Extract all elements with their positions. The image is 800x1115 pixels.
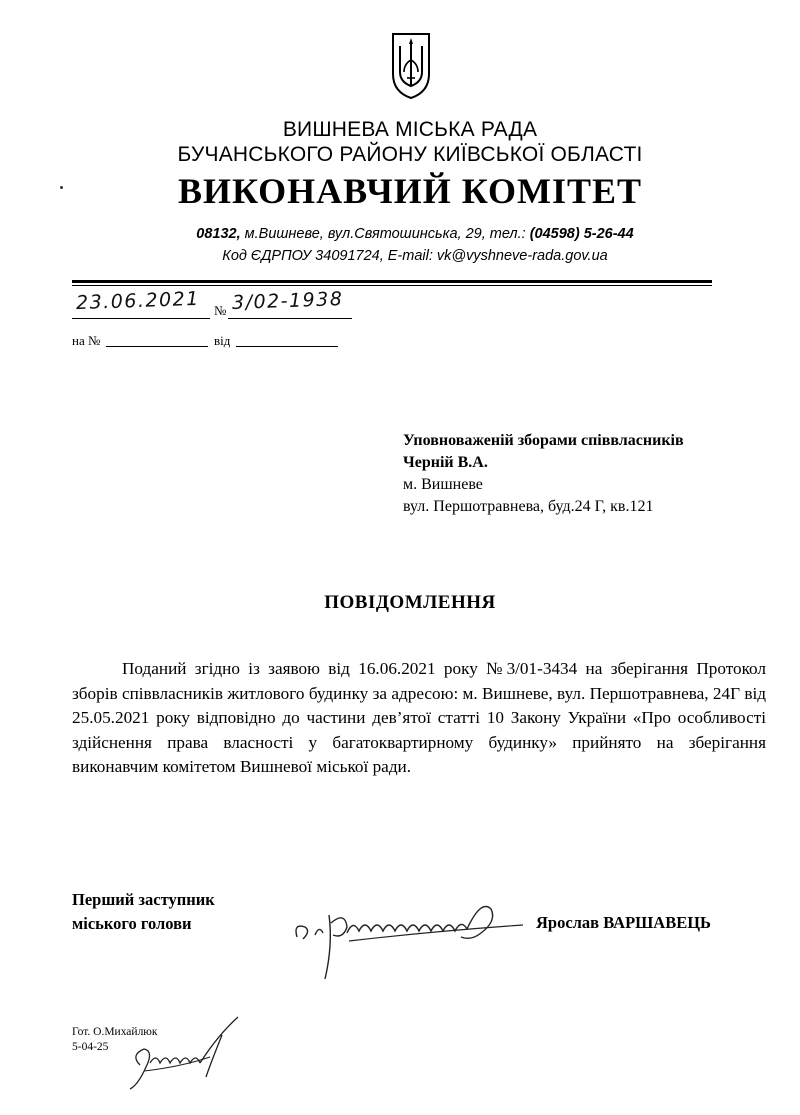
prepared-by-phone: 5-04-25: [72, 1041, 109, 1053]
signatory-name: Ярослав ВАРШАВЕЦЬ: [536, 913, 711, 932]
postal-index: 08132,: [196, 226, 241, 242]
org-name-line2: БУЧАНСЬКОГО РАЙОНУ КИЇВСЬКОЇ ОБЛАСТІ: [177, 143, 643, 166]
notice-body: Поданий згідно із заявою від 16.06.2021 року №3/01-3434 на зберігання Протокол зборів співвласників житлового будинку за адресою: м. Вишневе, вул. Першотравнева, 24Г від 25.05.2021 року відповідно до частини дев’ятої статті 10 Закону України «Про особливості здійснення права власності у багатоквартирному будинку» прийнято на зберігання виконавчим комітетом Вишневої міської ради.: [72, 659, 766, 776]
phone-number: (04598) 5-26-44: [529, 226, 634, 242]
recipient-name: Черній В.А.: [403, 454, 488, 471]
reply-to-label: на №: [72, 333, 101, 348]
handwritten-outgoing-number: 3/02-1938: [231, 288, 344, 314]
signatory-position-line2: міського голови: [72, 914, 192, 933]
reply-date-blank: [236, 346, 338, 347]
reply-number-blank: [106, 346, 208, 347]
number-sign: №: [214, 303, 227, 318]
recipient-street: вул. Першотравнева, буд.24 Г, кв.121: [403, 498, 654, 515]
trident-emblem-icon: [390, 30, 432, 100]
handwritten-signature: [285, 875, 535, 985]
handwritten-date: 23.06.2021: [75, 287, 201, 315]
header-divider-thin: [72, 285, 712, 286]
date-underline: [72, 318, 210, 319]
recipient-role: Уповноваженій зборами співвласників: [403, 432, 684, 449]
recipient-block: [403, 430, 684, 518]
recipient-city: м. Вишневе: [403, 476, 483, 493]
small-signature: [110, 1005, 250, 1100]
address-line: [0, 226, 800, 242]
signatory-position-line1: Перший заступник: [72, 890, 215, 909]
reply-from-label: від: [214, 333, 231, 348]
notice-title: ПОВІДОМЛЕННЯ: [324, 592, 496, 613]
prepared-by-name: Гот. О.Михайлюк: [72, 1026, 158, 1038]
address-text: м.Вишневе, вул.Святошинська, 29, тел.:: [240, 226, 530, 242]
code-email-line: Код ЄДРПОУ 34091724, E-mail: vk@vyshneve-rada.gov.ua: [222, 248, 608, 264]
header-divider-thick: [72, 280, 712, 283]
signatory-position: [72, 888, 215, 936]
org-name-line1: ВИШНЕВА МІСЬКА РАДА: [282, 118, 538, 141]
number-underline: [228, 318, 352, 319]
org-name-committee: ВИКОНАВЧИЙ КОМІТЕТ: [177, 171, 643, 211]
